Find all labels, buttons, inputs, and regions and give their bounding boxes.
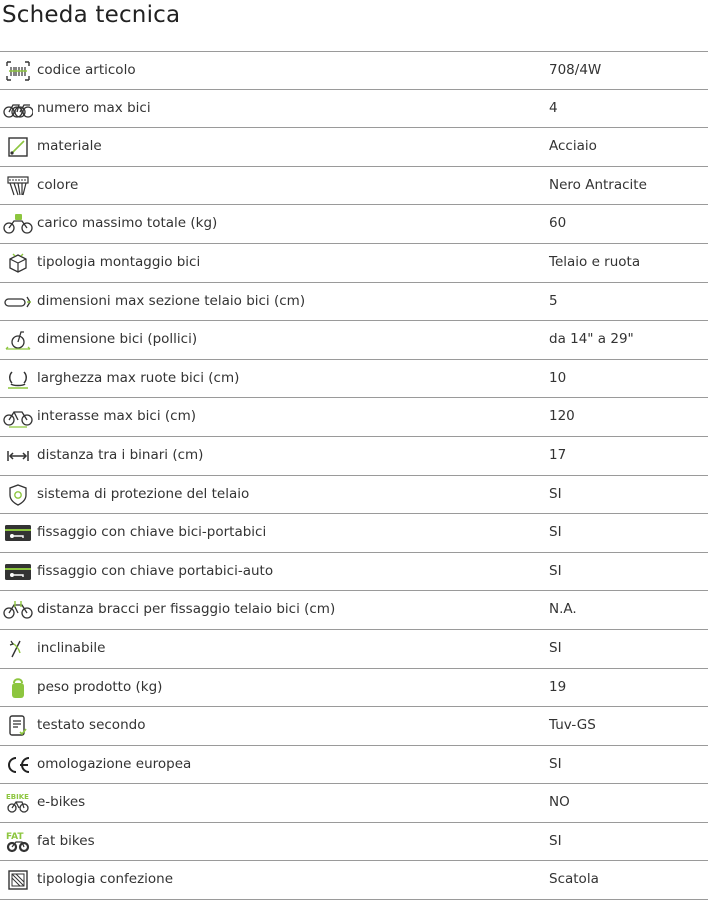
kettlebell-icon [3,676,33,700]
spec-row [0,746,708,785]
spec-value: Acciaio [549,138,597,155]
spec-value: 5 [549,292,558,309]
spec-label: larghezza max ruote bici (cm) [37,369,240,386]
key-lock-icon [3,560,33,584]
spec-row [0,591,708,630]
spec-label: fat bikes [37,832,95,849]
color-palette-icon [3,174,33,198]
material-icon [3,135,33,159]
spec-label: fissaggio con chiave bici-portabici [37,524,267,541]
spec-value: 120 [549,408,575,425]
spec-label: carico massimo totale (kg) [37,215,218,232]
ebike-icon [3,791,33,815]
spec-row [0,398,708,437]
spec-label: e-bikes [37,794,86,811]
test-document-icon [3,714,33,738]
spec-row [0,630,708,669]
spec-value: Tuv-GS [549,717,596,734]
spec-value: Scatola [549,871,599,888]
spec-row [0,90,708,129]
arm-distance-icon [3,598,33,622]
wheel-width-icon [3,367,33,391]
spec-label: testato secondo [37,717,146,734]
barcode-icon [3,59,33,83]
spec-row [0,476,708,515]
spec-value: 17 [549,446,567,463]
spec-value: 708/4W [549,62,602,78]
spec-row [0,514,708,553]
spec-value: SI [549,639,562,656]
wheelbase-icon [3,405,33,429]
spec-value: NO [549,794,570,811]
spec-value: N.A. [549,601,577,618]
spec-label: tipologia confezione [37,871,174,888]
spec-value: Nero Antracite [549,176,647,193]
spec-row [0,360,708,399]
frame-section-icon [3,290,33,314]
fatbike-icon [3,830,33,854]
spec-row [0,861,708,900]
spec-label: fissaggio con chiave portabici-auto [37,562,274,579]
page-title: Scheda tecnica [2,2,181,28]
rail-distance-icon [3,444,33,468]
shield-icon [3,483,33,507]
spec-label: numero max bici [37,99,151,116]
box-icon [3,868,33,892]
spec-label: interasse max bici (cm) [37,408,196,425]
spec-value: 10 [549,369,567,386]
bike-size-icon [3,328,33,352]
spec-row [0,244,708,283]
spec-value: da 14" a 29" [549,331,634,348]
spec-value: 19 [549,678,567,695]
spec-value: Telaio e ruota [549,253,641,270]
spec-row [0,553,708,592]
spec-value: SI [549,832,562,849]
spec-label: dimensioni max sezione telaio bici (cm) [37,292,306,309]
svg-text:EBIKE: EBIKE [6,793,29,802]
spec-value: SI [549,755,562,772]
spec-row [0,128,708,167]
spec-label: distanza tra i binari (cm) [37,446,204,463]
spec-row [0,321,708,360]
spec-row [0,707,708,746]
spec-table [0,51,708,900]
spec-label: distanza bracci per fissaggio telaio bici (cm) [37,601,336,618]
svg-text:FAT: FAT [6,831,24,842]
spec-label: colore [37,176,79,193]
bikes-icon [3,97,33,121]
spec-label: inclinabile [37,639,106,656]
spec-row [0,283,708,322]
ce-mark-icon [3,753,33,777]
spec-row [0,51,708,90]
spec-label: tipologia montaggio bici [37,253,201,270]
spec-row [0,205,708,244]
spec-label: peso prodotto (kg) [37,678,163,695]
spec-label: codice articolo [37,62,136,78]
key-lock-icon [3,521,33,545]
spec-value: SI [549,485,562,502]
spec-value: 4 [549,99,558,116]
spec-label: dimensione bici (pollici) [37,331,198,348]
weight-bikes-icon [3,212,33,236]
spec-row [0,823,708,862]
spec-label: sistema di protezione del telaio [37,485,250,502]
spec-row [0,437,708,476]
tilt-icon [3,637,33,661]
spec-value: SI [549,524,562,541]
spec-row [0,167,708,206]
spec-value: 60 [549,215,567,232]
spec-row [0,784,708,823]
spec-row [0,669,708,708]
spec-label: omologazione europea [37,755,192,772]
spec-label: materiale [37,138,102,155]
spec-value: SI [549,562,562,579]
mount-type-icon [3,251,33,275]
